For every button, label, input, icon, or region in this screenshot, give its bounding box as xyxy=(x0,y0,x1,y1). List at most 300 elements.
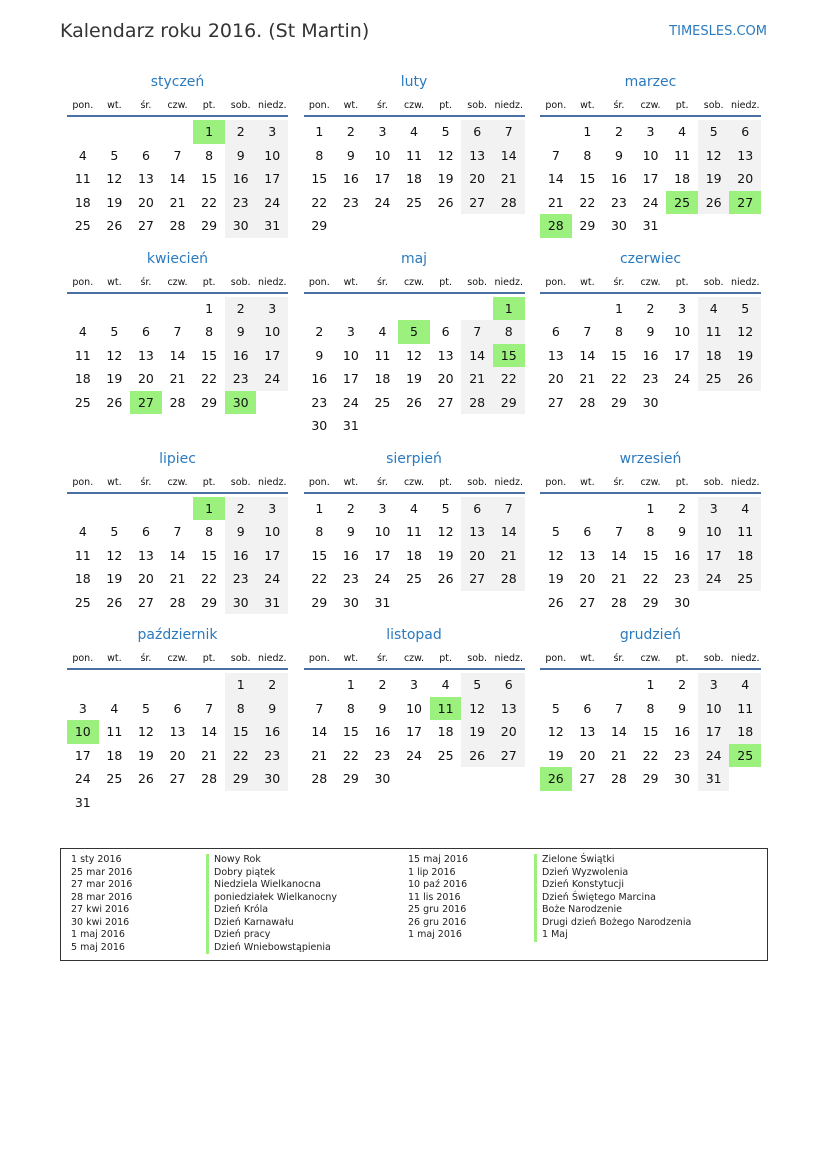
day-cell[interactable]: 15 xyxy=(311,171,328,186)
day-cell[interactable]: 27 xyxy=(137,218,154,233)
day-cell[interactable]: 2 xyxy=(346,500,355,516)
day-cell[interactable]: 11 xyxy=(406,147,422,163)
day-cell[interactable]: 24 xyxy=(256,367,288,391)
day-cell[interactable]: 9 xyxy=(678,700,687,716)
day-cell[interactable]: 19 xyxy=(106,371,123,386)
day-cell[interactable]: 27 xyxy=(437,394,454,410)
day-cell[interactable]: 20 xyxy=(461,167,493,191)
day-cell[interactable]: 4 xyxy=(678,124,687,139)
day-cell[interactable]: 19 xyxy=(106,194,123,210)
day-cell[interactable]: 18 xyxy=(74,194,91,210)
day-cell[interactable]: 20 xyxy=(437,371,454,386)
day-cell[interactable]: 18 xyxy=(374,371,391,386)
day-cell[interactable]: 6 xyxy=(583,524,592,539)
day-cell[interactable]: 30 xyxy=(311,418,328,433)
day-cell[interactable]: 9 xyxy=(678,524,687,539)
day-cell[interactable]: 13 xyxy=(137,171,154,186)
holiday-day-cell[interactable]: 28 xyxy=(540,214,572,238)
day-cell[interactable]: 29 xyxy=(610,394,627,410)
day-cell[interactable]: 28 xyxy=(169,218,186,233)
day-cell[interactable]: 22 xyxy=(225,744,257,768)
day-cell[interactable]: 21 xyxy=(169,194,186,210)
holiday-day-cell[interactable]: 1 xyxy=(193,497,225,521)
day-cell[interactable]: 20 xyxy=(547,371,564,386)
day-cell[interactable]: 15 xyxy=(579,171,596,186)
day-cell[interactable]: 26 xyxy=(437,571,454,586)
day-cell[interactable]: 23 xyxy=(311,394,328,410)
day-cell[interactable]: 28 xyxy=(579,394,596,410)
day-cell[interactable]: 17 xyxy=(698,544,730,568)
day-cell[interactable]: 27 xyxy=(547,394,564,410)
day-cell[interactable]: 17 xyxy=(374,171,391,186)
day-cell[interactable]: 24 xyxy=(74,771,91,786)
day-cell[interactable]: 21 xyxy=(169,571,186,586)
day-cell[interactable]: 11 xyxy=(406,524,422,539)
day-cell[interactable]: 3 xyxy=(256,497,288,521)
day-cell[interactable]: 8 xyxy=(493,320,525,344)
holiday-day-cell[interactable]: 11 xyxy=(430,697,462,721)
day-cell[interactable]: 6 xyxy=(141,147,150,163)
day-cell[interactable]: 4 xyxy=(729,497,761,521)
day-cell[interactable]: 9 xyxy=(346,524,355,539)
day-cell[interactable]: 24 xyxy=(342,394,359,410)
day-cell[interactable]: 7 xyxy=(583,324,592,339)
day-cell[interactable]: 12 xyxy=(698,144,730,168)
day-cell[interactable]: 27 xyxy=(137,594,154,610)
day-cell[interactable]: 3 xyxy=(410,677,418,692)
day-cell[interactable]: 10 xyxy=(374,524,391,539)
day-cell[interactable]: 25 xyxy=(74,218,91,233)
day-cell[interactable]: 22 xyxy=(311,194,328,210)
day-cell[interactable]: 19 xyxy=(406,371,422,386)
day-cell[interactable]: 25 xyxy=(437,747,454,763)
day-cell[interactable]: 28 xyxy=(169,394,186,410)
day-cell[interactable]: 2 xyxy=(315,324,324,339)
day-cell[interactable]: 28 xyxy=(169,594,186,610)
day-cell[interactable]: 14 xyxy=(579,347,596,363)
day-cell[interactable]: 10 xyxy=(374,147,391,163)
day-cell[interactable]: 10 xyxy=(256,144,288,168)
day-cell[interactable]: 23 xyxy=(256,744,288,768)
day-cell[interactable]: 8 xyxy=(614,324,623,339)
day-cell[interactable]: 29 xyxy=(201,594,218,610)
day-cell[interactable]: 14 xyxy=(547,171,564,186)
day-cell[interactable]: 17 xyxy=(374,547,391,563)
day-cell[interactable]: 13 xyxy=(137,547,154,563)
day-cell[interactable]: 18 xyxy=(74,571,91,586)
day-cell[interactable]: 29 xyxy=(225,767,257,791)
day-cell[interactable]: 26 xyxy=(698,191,730,215)
day-cell[interactable]: 28 xyxy=(311,771,328,786)
day-cell[interactable]: 8 xyxy=(205,324,214,339)
day-cell[interactable]: 4 xyxy=(729,673,761,697)
holiday-day-cell[interactable]: 27 xyxy=(729,191,761,215)
day-cell[interactable]: 9 xyxy=(225,144,257,168)
day-cell[interactable]: 26 xyxy=(437,194,454,210)
day-cell[interactable]: 1 xyxy=(225,673,257,697)
day-cell[interactable]: 17 xyxy=(674,347,691,363)
day-cell[interactable]: 15 xyxy=(642,724,659,739)
day-cell[interactable]: 1 xyxy=(583,124,592,139)
day-cell[interactable]: 2 xyxy=(678,500,687,516)
day-cell[interactable]: 22 xyxy=(201,371,218,386)
day-cell[interactable]: 16 xyxy=(225,544,257,568)
day-cell[interactable]: 9 xyxy=(225,520,257,544)
day-cell[interactable]: 29 xyxy=(342,771,359,786)
day-cell[interactable]: 28 xyxy=(610,771,627,786)
holiday-day-cell[interactable]: 5 xyxy=(398,320,430,344)
day-cell[interactable]: 27 xyxy=(169,771,186,786)
day-cell[interactable]: 19 xyxy=(698,167,730,191)
day-cell[interactable]: 26 xyxy=(547,594,564,610)
day-cell[interactable]: 23 xyxy=(610,194,627,210)
day-cell[interactable]: 4 xyxy=(441,677,450,692)
day-cell[interactable]: 26 xyxy=(106,594,123,610)
day-cell[interactable]: 7 xyxy=(614,700,623,716)
day-cell[interactable]: 11 xyxy=(74,347,91,363)
day-cell[interactable]: 27 xyxy=(461,191,493,215)
day-cell[interactable]: 17 xyxy=(406,724,422,739)
day-cell[interactable]: 10 xyxy=(698,697,730,721)
day-cell[interactable]: 20 xyxy=(729,167,761,191)
day-cell[interactable]: 17 xyxy=(74,747,91,763)
day-cell[interactable]: 28 xyxy=(493,191,525,215)
day-cell[interactable]: 24 xyxy=(674,371,691,386)
brand-link[interactable]: TIMESLES.COM xyxy=(669,24,767,39)
day-cell[interactable]: 3 xyxy=(378,500,387,516)
day-cell[interactable]: 11 xyxy=(374,347,391,363)
day-cell[interactable]: 6 xyxy=(173,700,182,716)
day-cell[interactable]: 5 xyxy=(551,700,560,716)
day-cell[interactable]: 4 xyxy=(378,324,387,339)
day-cell[interactable]: 27 xyxy=(579,771,596,786)
day-cell[interactable]: 18 xyxy=(729,720,761,744)
day-cell[interactable]: 21 xyxy=(461,367,493,391)
day-cell[interactable]: 6 xyxy=(551,324,560,339)
day-cell[interactable]: 2 xyxy=(614,124,623,139)
day-cell[interactable]: 13 xyxy=(461,520,493,544)
day-cell[interactable]: 27 xyxy=(493,744,525,768)
day-cell[interactable]: 7 xyxy=(173,147,182,163)
day-cell[interactable]: 14 xyxy=(169,171,186,186)
day-cell[interactable]: 19 xyxy=(547,571,564,586)
day-cell[interactable]: 20 xyxy=(493,720,525,744)
day-cell[interactable]: 23 xyxy=(674,571,691,586)
day-cell[interactable]: 3 xyxy=(678,300,687,316)
day-cell[interactable]: 23 xyxy=(225,367,257,391)
day-cell[interactable]: 12 xyxy=(437,147,454,163)
day-cell[interactable]: 15 xyxy=(342,724,359,739)
day-cell[interactable]: 16 xyxy=(674,547,691,563)
day-cell[interactable]: 8 xyxy=(205,147,214,163)
day-cell[interactable]: 8 xyxy=(225,697,257,721)
day-cell[interactable]: 5 xyxy=(729,297,761,321)
day-cell[interactable]: 20 xyxy=(137,371,154,386)
day-cell[interactable]: 26 xyxy=(729,367,761,391)
day-cell[interactable]: 15 xyxy=(311,547,328,563)
day-cell[interactable]: 2 xyxy=(378,677,387,692)
day-cell[interactable]: 15 xyxy=(201,171,218,186)
day-cell[interactable]: 1 xyxy=(646,500,655,516)
day-cell[interactable]: 5 xyxy=(141,700,150,716)
day-cell[interactable]: 22 xyxy=(311,571,328,586)
day-cell[interactable]: 12 xyxy=(461,697,493,721)
day-cell[interactable]: 14 xyxy=(169,547,186,563)
day-cell[interactable]: 6 xyxy=(441,324,450,339)
day-cell[interactable]: 3 xyxy=(78,700,87,716)
day-cell[interactable]: 19 xyxy=(547,747,564,763)
holiday-day-cell[interactable]: 26 xyxy=(540,767,572,791)
day-cell[interactable]: 17 xyxy=(698,720,730,744)
day-cell[interactable]: 30 xyxy=(674,594,691,610)
day-cell[interactable]: 11 xyxy=(74,547,91,563)
holiday-day-cell[interactable]: 15 xyxy=(493,344,525,368)
holiday-day-cell[interactable]: 25 xyxy=(729,744,761,768)
day-cell[interactable]: 23 xyxy=(374,747,391,763)
day-cell[interactable]: 29 xyxy=(642,771,659,786)
day-cell[interactable]: 2 xyxy=(646,300,655,316)
day-cell[interactable]: 29 xyxy=(579,218,596,233)
day-cell[interactable]: 3 xyxy=(646,124,655,139)
day-cell[interactable]: 31 xyxy=(698,767,730,791)
day-cell[interactable]: 22 xyxy=(642,571,659,586)
day-cell[interactable]: 22 xyxy=(342,747,359,763)
day-cell[interactable]: 5 xyxy=(698,120,730,144)
day-cell[interactable]: 4 xyxy=(78,524,87,539)
day-cell[interactable]: 9 xyxy=(378,700,387,716)
day-cell[interactable]: 25 xyxy=(406,571,422,586)
day-cell[interactable]: 21 xyxy=(610,747,627,763)
day-cell[interactable]: 4 xyxy=(78,324,87,339)
day-cell[interactable]: 31 xyxy=(74,794,91,810)
day-cell[interactable]: 25 xyxy=(374,394,391,410)
day-cell[interactable]: 8 xyxy=(583,147,592,163)
day-cell[interactable]: 17 xyxy=(256,344,288,368)
day-cell[interactable]: 8 xyxy=(646,524,655,539)
day-cell[interactable]: 18 xyxy=(406,547,422,563)
day-cell[interactable]: 24 xyxy=(698,744,730,768)
day-cell[interactable]: 25 xyxy=(74,394,91,410)
holiday-day-cell[interactable]: 25 xyxy=(666,191,698,215)
day-cell[interactable]: 6 xyxy=(141,324,150,339)
day-cell[interactable]: 8 xyxy=(646,700,655,716)
day-cell[interactable]: 15 xyxy=(201,347,218,363)
day-cell[interactable]: 13 xyxy=(493,697,525,721)
day-cell[interactable]: 31 xyxy=(256,591,288,615)
day-cell[interactable]: 10 xyxy=(674,324,691,339)
day-cell[interactable]: 9 xyxy=(346,147,355,163)
day-cell[interactable]: 18 xyxy=(729,544,761,568)
day-cell[interactable]: 7 xyxy=(173,324,182,339)
day-cell[interactable]: 2 xyxy=(678,677,687,692)
day-cell[interactable]: 26 xyxy=(406,394,422,410)
day-cell[interactable]: 8 xyxy=(315,147,324,163)
day-cell[interactable]: 8 xyxy=(346,700,355,716)
day-cell[interactable]: 21 xyxy=(493,167,525,191)
day-cell[interactable]: 6 xyxy=(461,120,493,144)
day-cell[interactable]: 17 xyxy=(642,171,659,186)
day-cell[interactable]: 12 xyxy=(106,171,123,186)
day-cell[interactable]: 22 xyxy=(201,571,218,586)
day-cell[interactable]: 6 xyxy=(141,524,150,539)
day-cell[interactable]: 28 xyxy=(610,594,627,610)
day-cell[interactable]: 30 xyxy=(225,591,257,615)
day-cell[interactable]: 25 xyxy=(698,367,730,391)
day-cell[interactable]: 13 xyxy=(579,724,596,739)
day-cell[interactable]: 1 xyxy=(205,300,214,316)
day-cell[interactable]: 9 xyxy=(614,147,623,163)
day-cell[interactable]: 20 xyxy=(579,571,596,586)
day-cell[interactable]: 20 xyxy=(137,194,154,210)
day-cell[interactable]: 6 xyxy=(583,700,592,716)
day-cell[interactable]: 27 xyxy=(461,567,493,591)
day-cell[interactable]: 14 xyxy=(493,520,525,544)
day-cell[interactable]: 21 xyxy=(493,544,525,568)
day-cell[interactable]: 24 xyxy=(256,191,288,215)
day-cell[interactable]: 31 xyxy=(256,214,288,238)
day-cell[interactable]: 7 xyxy=(173,524,182,539)
day-cell[interactable]: 28 xyxy=(493,567,525,591)
day-cell[interactable]: 1 xyxy=(315,124,324,139)
day-cell[interactable]: 28 xyxy=(461,391,493,415)
day-cell[interactable]: 3 xyxy=(256,120,288,144)
day-cell[interactable]: 3 xyxy=(346,324,355,339)
day-cell[interactable]: 2 xyxy=(225,297,257,321)
day-cell[interactable]: 21 xyxy=(610,571,627,586)
day-cell[interactable]: 6 xyxy=(493,673,525,697)
day-cell[interactable]: 3 xyxy=(698,497,730,521)
day-cell[interactable]: 31 xyxy=(374,594,391,610)
day-cell[interactable]: 18 xyxy=(674,171,691,186)
day-cell[interactable]: 14 xyxy=(610,547,627,563)
holiday-day-cell[interactable]: 1 xyxy=(493,297,525,321)
day-cell[interactable]: 1 xyxy=(315,500,324,516)
day-cell[interactable]: 26 xyxy=(137,771,154,786)
day-cell[interactable]: 7 xyxy=(493,120,525,144)
day-cell[interactable]: 9 xyxy=(315,347,324,363)
day-cell[interactable]: 15 xyxy=(225,720,257,744)
day-cell[interactable]: 7 xyxy=(614,524,623,539)
day-cell[interactable]: 20 xyxy=(579,747,596,763)
day-cell[interactable]: 30 xyxy=(374,771,391,786)
day-cell[interactable]: 4 xyxy=(698,297,730,321)
day-cell[interactable]: 9 xyxy=(256,697,288,721)
day-cell[interactable]: 30 xyxy=(342,594,359,610)
day-cell[interactable]: 16 xyxy=(674,724,691,739)
day-cell[interactable]: 24 xyxy=(256,567,288,591)
day-cell[interactable]: 16 xyxy=(342,547,359,563)
day-cell[interactable]: 3 xyxy=(698,673,730,697)
day-cell[interactable]: 11 xyxy=(106,724,123,739)
day-cell[interactable]: 26 xyxy=(106,394,123,410)
day-cell[interactable]: 9 xyxy=(225,320,257,344)
day-cell[interactable]: 22 xyxy=(201,194,218,210)
day-cell[interactable]: 7 xyxy=(205,700,214,716)
day-cell[interactable]: 29 xyxy=(311,218,328,233)
day-cell[interactable]: 18 xyxy=(698,344,730,368)
day-cell[interactable]: 25 xyxy=(106,771,123,786)
day-cell[interactable]: 5 xyxy=(110,147,119,163)
day-cell[interactable]: 11 xyxy=(674,147,691,163)
day-cell[interactable]: 21 xyxy=(547,194,564,210)
day-cell[interactable]: 15 xyxy=(642,547,659,563)
day-cell[interactable]: 16 xyxy=(311,371,328,386)
day-cell[interactable]: 2 xyxy=(256,673,288,697)
day-cell[interactable]: 22 xyxy=(493,367,525,391)
holiday-day-cell[interactable]: 1 xyxy=(193,120,225,144)
day-cell[interactable]: 10 xyxy=(642,147,659,163)
day-cell[interactable]: 30 xyxy=(674,771,691,786)
day-cell[interactable]: 30 xyxy=(610,218,627,233)
day-cell[interactable]: 14 xyxy=(311,724,328,739)
day-cell[interactable]: 23 xyxy=(342,194,359,210)
day-cell[interactable]: 12 xyxy=(406,347,422,363)
day-cell[interactable]: 11 xyxy=(698,320,730,344)
day-cell[interactable]: 12 xyxy=(106,547,123,563)
holiday-day-cell[interactable]: 30 xyxy=(225,391,257,415)
day-cell[interactable]: 10 xyxy=(698,520,730,544)
day-cell[interactable]: 18 xyxy=(106,747,123,763)
day-cell[interactable]: 16 xyxy=(225,167,257,191)
day-cell[interactable]: 17 xyxy=(256,167,288,191)
day-cell[interactable]: 4 xyxy=(110,700,119,716)
day-cell[interactable]: 5 xyxy=(461,673,493,697)
day-cell[interactable]: 5 xyxy=(441,500,450,516)
day-cell[interactable]: 16 xyxy=(225,344,257,368)
day-cell[interactable]: 5 xyxy=(441,124,450,139)
day-cell[interactable]: 28 xyxy=(201,771,218,786)
day-cell[interactable]: 7 xyxy=(551,147,560,163)
day-cell[interactable]: 13 xyxy=(461,144,493,168)
day-cell[interactable]: 6 xyxy=(461,497,493,521)
day-cell[interactable]: 21 xyxy=(201,747,218,763)
day-cell[interactable]: 30 xyxy=(642,394,659,410)
day-cell[interactable]: 24 xyxy=(698,567,730,591)
day-cell[interactable]: 12 xyxy=(437,524,454,539)
day-cell[interactable]: 4 xyxy=(410,500,418,516)
day-cell[interactable]: 3 xyxy=(256,297,288,321)
day-cell[interactable]: 15 xyxy=(201,547,218,563)
day-cell[interactable]: 11 xyxy=(74,171,91,186)
day-cell[interactable]: 18 xyxy=(406,171,422,186)
day-cell[interactable]: 1 xyxy=(646,677,655,692)
day-cell[interactable]: 24 xyxy=(406,747,422,763)
day-cell[interactable]: 16 xyxy=(342,171,359,186)
day-cell[interactable]: 23 xyxy=(674,747,691,763)
day-cell[interactable]: 7 xyxy=(461,320,493,344)
day-cell[interactable]: 14 xyxy=(461,344,493,368)
day-cell[interactable]: 2 xyxy=(225,497,257,521)
day-cell[interactable]: 31 xyxy=(642,218,659,233)
day-cell[interactable]: 26 xyxy=(106,218,123,233)
day-cell[interactable]: 19 xyxy=(137,747,154,763)
day-cell[interactable]: 25 xyxy=(729,567,761,591)
day-cell[interactable]: 20 xyxy=(137,571,154,586)
day-cell[interactable]: 29 xyxy=(201,394,218,410)
day-cell[interactable]: 15 xyxy=(610,347,627,363)
day-cell[interactable]: 8 xyxy=(205,524,214,539)
day-cell[interactable]: 10 xyxy=(256,520,288,544)
day-cell[interactable]: 12 xyxy=(137,724,154,739)
day-cell[interactable]: 14 xyxy=(493,144,525,168)
day-cell[interactable]: 14 xyxy=(169,347,186,363)
day-cell[interactable]: 21 xyxy=(169,371,186,386)
day-cell[interactable]: 13 xyxy=(169,724,186,739)
day-cell[interactable]: 4 xyxy=(410,124,418,139)
day-cell[interactable]: 2 xyxy=(346,124,355,139)
day-cell[interactable]: 18 xyxy=(74,371,91,386)
day-cell[interactable]: 23 xyxy=(342,571,359,586)
